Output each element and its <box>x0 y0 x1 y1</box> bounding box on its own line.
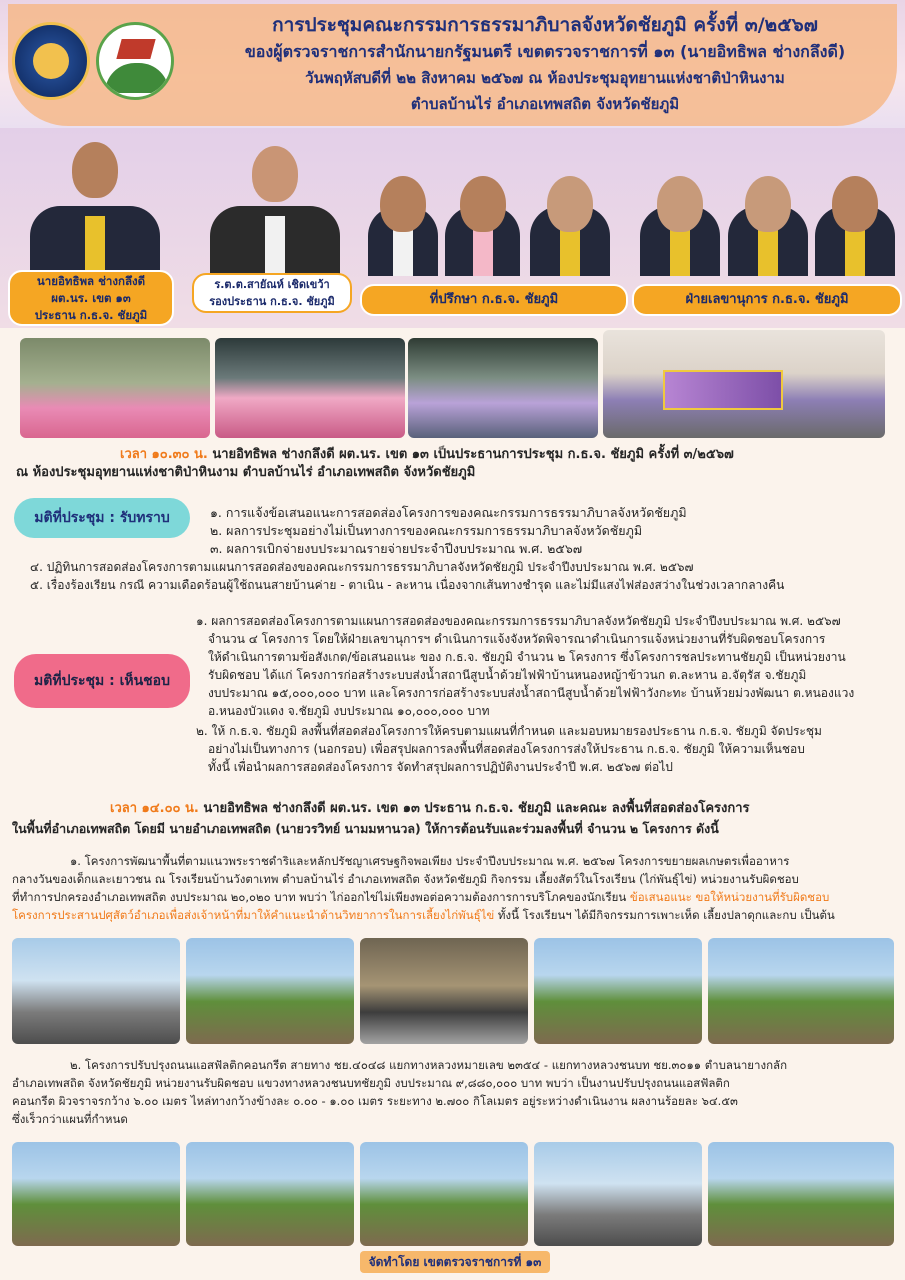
project1-photo-1 <box>12 938 180 1044</box>
project2-photo-1 <box>12 1142 180 1246</box>
header-title: การประชุมคณะกรรมการธรรมาภิบาลจังหวัดชัยภูมิ ครั้งที่ ๓/๒๕๖๗ <box>272 14 818 36</box>
session1-time: เวลา ๑๐.๓๐ น. <box>120 447 208 462</box>
project2-photo-2 <box>186 1142 354 1246</box>
session1-text: นายอิทธิพล ช่างกลึงดี ผต.นร. เขต ๑๓ เป็นประธานการประชุม ก.ธ.จ. ชัยภูมิ ครั้งที่ ๓/๒๕๖๗ <box>212 447 734 462</box>
project2-photo-3 <box>360 1142 528 1246</box>
meeting-photo-1 <box>20 338 210 438</box>
project2-photo-5 <box>708 1142 894 1246</box>
government-seal-icon <box>12 22 90 100</box>
agree-item1-line1: ๑. ผลการสอดส่องโครงการตามแผนการสอดส่องของคณะกรรมการธรรมาภิบาลจังหวัดชัยภูมิ ประจำปีงบประมาณ พ.ศ. ๒๕๖๗ <box>196 614 841 628</box>
secretary-photo-1 <box>640 156 720 276</box>
project1-recommendation: ข้อเสนอแนะ ขอให้หน่วยงานที่รับผิดชอบ <box>629 890 830 904</box>
acknowledge-item-5: ๕. เรื่องร้องเรียน กรณี ความเดือดร้อนผู้ใช้ถนนสายบ้านค่าย - ตาเนิน - ละหาน เนื่องจากเส้นทางชำรุด และไม่มีแสงไฟส่องสว่างในช่วงเวลากลางคืน <box>30 578 785 592</box>
project1-photo-3 <box>360 938 528 1044</box>
vice-chair-caption <box>192 273 352 313</box>
vice-chair-position: รองประธาน ก.ธ.จ. ชัยภูมิ <box>209 295 335 308</box>
project1-photo-5 <box>708 938 894 1044</box>
chair-photo <box>30 136 160 276</box>
session2-line1 <box>110 800 900 818</box>
project2-line1: ๒. โครงการปรับปรุงถนนแอสฟัลติกคอนกรีต สายทาง ชย.๔๐๔๘ แยกทางหลวงหมายเลข ๒๓๕๔ - แยกทางหลวงชนบท ชย.๓๐๑๑ ตำบลนายางกลัก <box>70 1058 788 1072</box>
advisor-caption: ที่ปรึกษา ก.ธ.จ. ชัยภูมิ <box>360 284 628 316</box>
agree-item1-line2: จำนวน ๔ โครงการ โดยให้ฝ่ายเลขานุการฯ ดำเนินการแจ้งจังหวัดพิจารณาดำเนินการแจ้งหน่วยงานที่รับผิดชอบโครงการ <box>208 632 826 646</box>
project1-photo-2 <box>186 938 354 1044</box>
agree-label: มติที่ประชุม : เห็นชอบ <box>14 654 190 708</box>
agree-item2-line3: ทั้งนี้ เพื่อนำผลการสอดส่องโครงการ จัดทำสรุปผลการปฏิบัติงานประจำปี พ.ศ. ๒๕๖๗ ต่อไป <box>208 760 673 774</box>
chair-position: ประธาน ก.ธ.จ. ชัยภูมิ <box>34 308 148 322</box>
session2-line2: ในพื้นที่อำเภอเทพสถิต โดยมี นายอำเภอเทพสถิต (นายวรวิทย์ นามมหานวล) ให้การต้อนรับและร่วมลงพื้นที่ จำนวน ๒ โครงการ ดังนี้ <box>12 821 719 836</box>
header-location: ตำบลบ้านไร่ อำเภอเทพสถิต จังหวัดชัยภูมิ <box>410 95 680 113</box>
agree-item1-line4: รับผิดชอบ ได้แก่ โครงการก่อสร้างระบบส่งน้ำสถานีสูบน้ำด้วยไฟฟ้าบ้านหนองหญ้าข้าวนก ต.ละหาน อ.จัตุรัส จ.ชัยภูมิ <box>208 668 807 682</box>
advisor-photo-1 <box>368 156 438 276</box>
agree-item2-line1: ๒. ให้ ก.ธ.จ. ชัยภูมิ ลงพื้นที่สอดส่องโครงการให้ครบตามแผนที่กำหนด และมอบหมายรองประธาน ก.ธ.จ. ชัยภูมิ จัดประชุม <box>196 724 822 738</box>
session1-line1 <box>120 446 900 464</box>
header <box>0 0 905 128</box>
project1-line2: กลางวันของเด็กและเยาวชน ณ โรงเรียนบ้านวังตาเทพ ตำบลบ้านไร่ อำเภอเทพสถิต จังหวัดชัยภูมิ กิจกรรม เลี้ยงสัตว์ในโรงเรียน (ไก่พันธุ์ไข่) หน่วยงานรับผิดชอบ <box>12 872 799 886</box>
project1-line3 <box>12 888 900 906</box>
committee-members <box>0 128 905 328</box>
agree-item1-line3: ให้ดำเนินการตามข้อสังเกต/ข้อเสนอแนะ ของ ก.ธ.จ. ชัยภูมิ จำนวน ๒ โครงการ ซึ่งโครงการชลประทานชัยภูมิ เป็นหน่วยงาน <box>208 650 846 664</box>
project1-line4 <box>12 906 900 924</box>
project2-line2: อำเภอเทพสถิต จังหวัดชัยภูมิ หน่วยงานรับผิดชอบ แขวงทางหลวงชนบทชัยภูมิ งบประมาณ ๙,๘๘๐,๐๐๐ บาท พบว่า เป็นงานปรับปรุงถนนแอสฟัลติก <box>12 1076 730 1090</box>
advisor-photo-3 <box>530 156 610 276</box>
meeting-banner <box>663 370 783 410</box>
project2-photo-4 <box>534 1142 702 1246</box>
session1-line2: ณ ห้องประชุมอุทยานแห่งชาติป่าหินงาม ตำบลบ้านไร่ อำเภอเทพสถิต จังหวัดชัยภูมิ <box>16 465 476 480</box>
agree-item2-line2: อย่างไม่เป็นทางการ (นอกรอบ) เพื่อสรุปผลการลงพื้นที่สอดส่องโครงการส่งให้ประธาน ก.ธ.จ. ชัยภูมิ ให้ความเห็นชอบ <box>208 742 805 756</box>
session2-time: เวลา ๑๔.๐๐ น. <box>110 801 199 816</box>
project1-line1: ๑. โครงการพัฒนาพื้นที่ตามแนวพระราชดำริและหลักปรัชญาเศรษฐกิจพอเพียง ประจำปีงบประมาณ พ.ศ. ๒๕๖๗ โครงการขยายผลเกษตรเพื่ออาหาร <box>70 854 790 868</box>
secretariat-caption: ฝ่ายเลขานุการ ก.ธ.จ. ชัยภูมิ <box>632 284 902 316</box>
meeting-photo-2 <box>215 338 405 438</box>
vice-chair-photo <box>210 136 340 276</box>
acknowledge-item-1: ๑. การแจ้งข้อเสนอแนะการสอดส่องโครงการของคณะกรรมการธรรมาภิบาลจังหวัดชัยภูมิ <box>210 505 687 520</box>
acknowledge-item-4: ๔. ปฏิทินการสอดส่องโครงการตามแผนการสอดส่องของคณะกรรมการธรรมาภิบาลจังหวัดชัยภูมิ ประจำปีงบประมาณ พ.ศ. ๒๕๖๗ <box>30 560 694 574</box>
province-seal-icon <box>96 22 174 100</box>
acknowledge-label: มติที่ประชุม : รับทราบ <box>14 498 190 538</box>
footer-credit: จัดทำโดย เขตตรวจราชการที่ ๑๓ <box>360 1251 550 1273</box>
project1-note: ทั้งนี้ โรงเรียนฯ ได้มีกิจกรรมการเพาะเห็ด เลี้ยงปลาดุกและกบ เป็นต้น <box>497 908 835 922</box>
meeting-photo-3 <box>408 338 598 438</box>
chair-role: ผต.นร. เขต ๑๓ <box>51 291 131 305</box>
project1-recommendation-cont: โครงการประสานปศุสัตว์อำเภอเพื่อส่งเจ้าหน้าที่มาให้คำแนะนำด้านวิทยาการในการเลี้ยงไก่พันธุ์ไข่ <box>12 908 495 922</box>
header-date-venue: วันพฤหัสบดีที่ ๒๒ สิงหาคม ๒๕๖๗ ณ ห้องประชุมอุทยานแห่งชาติป่าหินงาม <box>305 69 785 87</box>
project2-line3: คอนกรีต ผิวจราจรกว้าง ๖.๐๐ เมตร ไหล่ทางกว้างข้างละ ๐.๐๐ - ๑.๐๐ เมตร ระยะทาง ๒.๗๐๐ กิโลเมตร อยู่ระหว่างดำเนินงาน ผลงานร้อยละ ๖๔.๕๓ <box>12 1094 738 1108</box>
project2-line4: ซึ่งเร็วกว่าแผนที่กำหนด <box>12 1112 128 1126</box>
vice-chair-name: ร.ต.ต.สายัณห์ เชิดเขว้า <box>214 278 330 291</box>
session2-text: นายอิทธิพล ช่างกลึงดี ผต.นร. เขต ๑๓ ประธาน ก.ธ.จ. ชัยภูมิ และคณะ ลงพื้นที่สอดส่องโครงการ <box>203 801 750 816</box>
secretary-photo-3 <box>815 156 895 276</box>
project1-finding: ที่ทำการปกครองอำเภอเทพสถิต งบประมาณ ๒๐,๐๒๐ บาท พบว่า ไก่ออกไข่ไม่เพียงพอต่อความต้องการการบริโภคของนักเรียน <box>12 890 627 904</box>
group-photo <box>603 330 885 438</box>
header-subtitle: ของผู้ตรวจราชการสำนักนายกรัฐมนตรี เขตตรวจราชการที่ ๑๓ (นายอิทธิพล ช่างกลึงดี) <box>244 42 846 61</box>
secretary-photo-2 <box>728 156 808 276</box>
project1-photo-4 <box>534 938 702 1044</box>
acknowledge-item-3: ๓. ผลการเบิกจ่ายงบประมาณรายจ่ายประจำปีงบประมาณ พ.ศ. ๒๕๖๗ <box>210 541 583 556</box>
agree-item1-line6: อ.หนองบัวแดง จ.ชัยภูมิ งบประมาณ ๑๐,๐๐๐,๐๐๐ บาท <box>208 704 490 718</box>
acknowledge-item-2: ๒. ผลการประชุมอย่างไม่เป็นทางการของคณะกรรมการธรรมาภิบาลจังหวัดชัยภูมิ <box>210 523 643 538</box>
advisor-photo-2 <box>445 156 520 276</box>
chair-name: นายอิทธิพล ช่างกลึงดี <box>36 274 146 288</box>
chair-caption <box>8 270 174 326</box>
agree-item1-line5: งบประมาณ ๑๕,๐๐๐,๐๐๐ บาท และโครงการก่อสร้างระบบส่งน้ำสถานีสูบน้ำด้วยไฟฟ้าวังกะทะ บ้านห้วยม่วงพัฒนา ต.หนองแวง <box>208 686 855 700</box>
